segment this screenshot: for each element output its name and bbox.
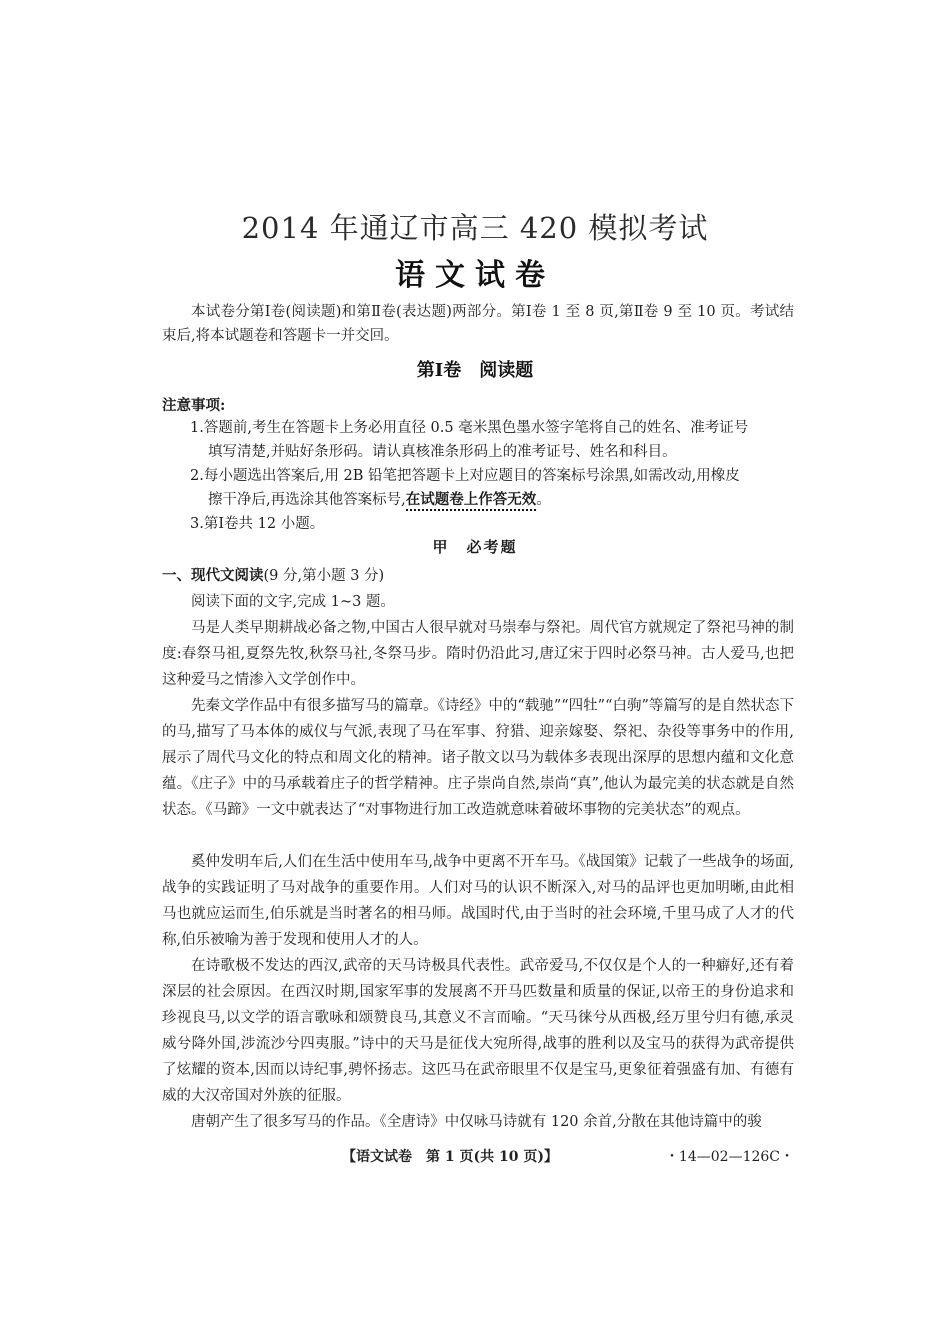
note-item-1-first: 1.答题前,考生在答题卡上务必用直径 0.5 毫米黑色墨水签字笔将自己的姓名、准考证号: [190, 420, 749, 436]
part-1-heading: [162, 564, 384, 585]
exam-subject-title: 语文试卷: [395, 258, 555, 293]
note-item-2-tail: 。: [536, 492, 551, 508]
reading-instruction: 阅读下面的文字,完成 1~3 题。: [191, 594, 395, 610]
note-item-2: [190, 464, 794, 512]
note-item-2-emphasis: 在试题卷上作答无效: [406, 491, 537, 511]
notes-label: 注意事项:: [162, 397, 226, 414]
part-1-score: (9 分,第小题 3 分): [263, 568, 385, 584]
exam-title: 2014 年通辽市高三 420 模拟考试: [241, 211, 709, 245]
intro-paragraph: 本试卷分第Ⅰ卷(阅读题)和第Ⅱ卷(表达题)两部分。第Ⅰ卷 1 至 8 页,第Ⅱ卷 9 至 10 页。考试结束后,将本试题卷和答题卡一并交回。: [162, 304, 794, 344]
reading-paragraph-1: 马是人类早期耕战必备之物,中国古人很早就对马崇奉与祭祀。周代官方就规定了祭祀马神的制度:春祭马祖,夏祭先牧,秋祭马社,冬祭马步。隋时仍沿此习,唐辽宋于四时必祭马神。古人爱马,也把这种爱马之情渗入文学创作中。: [162, 620, 794, 688]
section-title: 第Ⅰ卷 阅读题: [416, 360, 534, 381]
reading-paragraph-3: 奚仲发明车后,人们在生活中使用车马,战争中更离不开车马。《战国策》记载了一些战争的场面,战争的实践证明了马对战争的重要作用。人们对马的认识不断深入,对马的品评也更加明晰,由此相马也就应运而生,伯乐就是当时著名的相马师。战国时代,由于当时的社会环境,千里马成了人才的代称,伯乐被喻为善于发现和使用人才的人。: [162, 854, 794, 948]
note-item-2-first: 2.每小题选出答案后,用 2B 铅笔把答题卡上对应题目的答案标号涂黑,如需改动,用橡皮: [190, 468, 740, 484]
reading-paragraph-4: 在诗歌极不发达的西汉,武帝的天马诗极具代表性。武帝爱马,不仅仅是个人的一种癖好,还有着深层的社会原因。在西汉时期,国家军事的发展离不开马匹数量和质量的保证,以帝王的身份追求和珍视良马,以文学的语言歌咏和颂赞良马,其意义不言而喻。“天马徕兮从西极,经万里兮归有德,承灵威兮降外国,涉流沙兮四夷服。”诗中的天马是征伐大宛所得,战事的胜利以及宝马的获得为武帝提供了炫耀的资本,因而以诗纪事,骋怀扬志。这匹马在武帝眼里不仅是宝马,更象征着强盛有加、有德有威的大汉帝国对外族的征服。: [162, 958, 794, 1104]
note-item-2-cont-line: [190, 488, 794, 512]
footer-code: ・14—02—126C・: [664, 1149, 794, 1165]
note-item-2-cont: 擦干净后,再选涂其他答案标号,: [208, 492, 406, 508]
part-1-title: 一、现代文阅读: [162, 567, 264, 584]
note-item-1: [190, 416, 794, 464]
reading-paragraph-2: 先秦文学作品中有很多描写马的篇章。《诗经》中的“载驰”“四牡”“白驹”等篇写的是自然状态下的马,描写了马本体的威仪与气派,表现了马在军事、狩猎、迎亲嫁娶、祭祀、杂役等事务中的作用,展示了周代马文化的特点和周文化的精神。诸子散文以马为载体多表现出深厚的思想内蕴和文化意蕴。《庄子》中的马承载着庄子的哲学精神。庄子崇尚自然,崇尚“真”,他认为最完美的状态就是自然状态。《马蹄》一文中就表达了“对事物进行加工改造就意味着破坏事物的完美状态”的观点。: [162, 698, 794, 818]
footer-page-info: 【语文试卷 第 1 页(共 10 页)】: [342, 1149, 558, 1165]
note-item-1-cont: 填写清楚,并贴好条形码。请认真核准条形码上的准考证号、姓名和科目。: [208, 444, 677, 460]
reading-paragraph-5: 唐朝产生了很多写马的作品。《全唐诗》中仅咏马诗就有 120 余首,分散在其他诗篇中的骏: [191, 1114, 762, 1130]
subsection-title: 甲 必考题: [432, 538, 518, 556]
note-item-3: 3.第Ⅰ卷共 12 小题。: [190, 516, 325, 532]
